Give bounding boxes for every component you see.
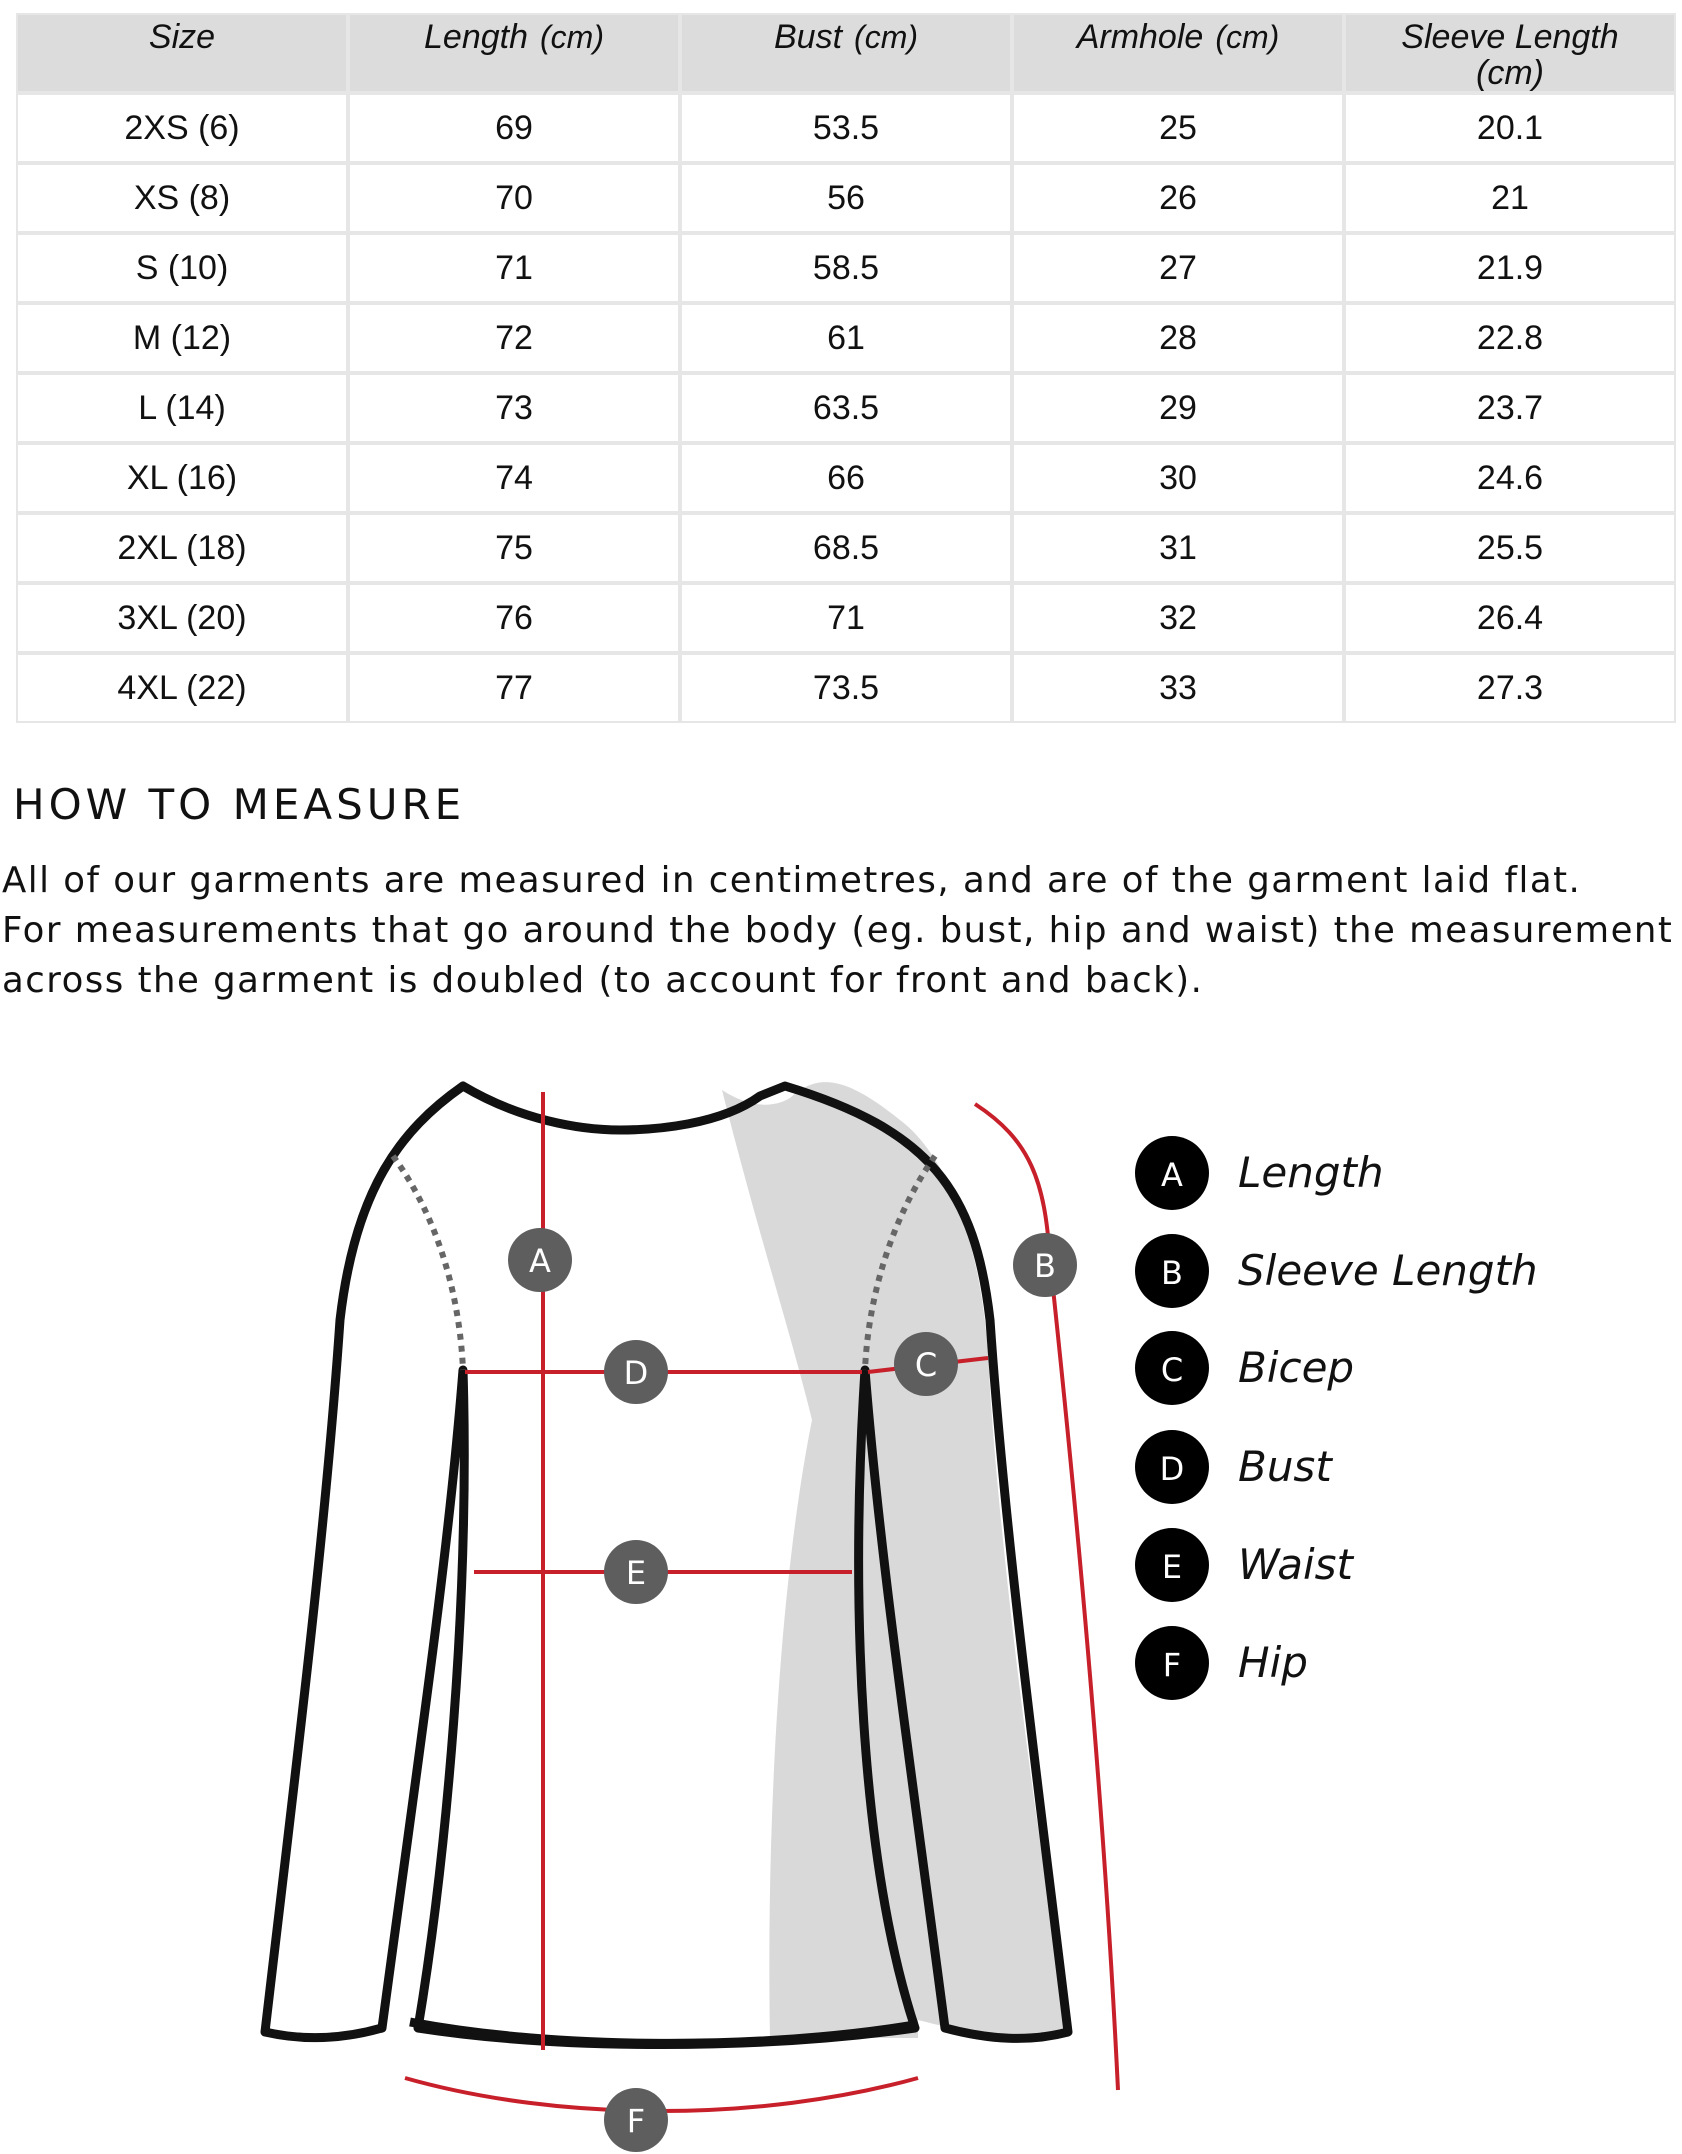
cell-armhole: 25 (1012, 93, 1344, 163)
cell-sleeve-length: 22.8 (1344, 303, 1676, 373)
cell-bust: 61 (680, 303, 1012, 373)
header-label: Armhole (1076, 18, 1204, 56)
cell-size: XL (16) (16, 443, 348, 513)
cell-armhole: 27 (1012, 233, 1344, 303)
table-row (16, 443, 1676, 513)
table-header-row (16, 13, 1676, 93)
cell-armhole: 33 (1012, 653, 1344, 723)
cell-bust: 68.5 (680, 513, 1012, 583)
marker-label: E (625, 1554, 647, 1592)
marker-c (894, 1332, 958, 1396)
cell-sleeve-length: 21.9 (1344, 233, 1676, 303)
cell-sleeve-length: 25.5 (1344, 513, 1676, 583)
legend-badge: D (1159, 1450, 1185, 1488)
header-length (348, 13, 680, 93)
cell-bust: 58.5 (680, 233, 1012, 303)
marker-label: D (623, 1354, 649, 1392)
table-row (16, 303, 1676, 373)
header-armhole (1012, 13, 1344, 93)
marker-label: F (626, 2102, 646, 2140)
legend-badge: B (1161, 1254, 1183, 1292)
legend-item-length (1135, 1136, 1384, 1210)
cell-sleeve-length: 26.4 (1344, 583, 1676, 653)
marker-a (508, 1228, 572, 1292)
text-line: All of our garments are measured in centimetres, and are of the garment laid flat. (2, 860, 1582, 901)
legend-label: Sleeve Length (1238, 1246, 1538, 1295)
cell-bust: 66 (680, 443, 1012, 513)
cell-size: 2XS (6) (16, 93, 348, 163)
text-line: across the garment is doubled (to account for front and back). (2, 960, 1204, 1001)
cell-length: 70 (348, 163, 680, 233)
armhole-seam-left (393, 1156, 463, 1370)
cell-bust: 56 (680, 163, 1012, 233)
legend-label: Waist (1238, 1540, 1353, 1589)
marker-label: A (529, 1242, 551, 1280)
marker-e (604, 1540, 668, 1604)
header-label: Size (148, 18, 216, 56)
cell-length: 74 (348, 443, 680, 513)
header-label: Sleeve Length (1401, 18, 1619, 56)
legend-label: Hip (1238, 1638, 1308, 1687)
legend-item-bicep (1135, 1331, 1354, 1405)
cell-armhole: 29 (1012, 373, 1344, 443)
header-sleeve-length (1344, 13, 1676, 93)
header-unit: (cm) (1215, 19, 1280, 55)
how-to-measure-title: HOW TO MEASURE (13, 780, 466, 829)
garment-measurement-diagram (0, 1060, 1682, 2154)
table-body (16, 93, 1676, 723)
cell-size: L (14) (16, 373, 348, 443)
cell-sleeve-length: 21 (1344, 163, 1676, 233)
cell-sleeve-length: 27.3 (1344, 653, 1676, 723)
cell-bust: 63.5 (680, 373, 1012, 443)
cell-length: 75 (348, 513, 680, 583)
marker-label: B (1034, 1247, 1056, 1285)
header-label: Length (424, 18, 529, 56)
legend-item-hip (1135, 1626, 1308, 1700)
table-row (16, 583, 1676, 653)
legend-label: Length (1238, 1148, 1384, 1197)
cell-bust: 73.5 (680, 653, 1012, 723)
header-bust (680, 13, 1012, 93)
marker-d (604, 1340, 668, 1404)
legend (1135, 1136, 1538, 1700)
legend-badge: A (1161, 1156, 1183, 1194)
table-row (16, 373, 1676, 443)
cell-size: S (10) (16, 233, 348, 303)
cell-length: 69 (348, 93, 680, 163)
header-label: Bust (773, 18, 843, 56)
legend-badge: E (1161, 1548, 1183, 1586)
legend-badge: F (1162, 1646, 1182, 1684)
table-row (16, 93, 1676, 163)
cell-sleeve-length: 24.6 (1344, 443, 1676, 513)
cell-armhole: 26 (1012, 163, 1344, 233)
cell-size: 3XL (20) (16, 583, 348, 653)
table-row (16, 233, 1676, 303)
cell-size: XS (8) (16, 163, 348, 233)
cell-armhole: 28 (1012, 303, 1344, 373)
legend-badge: C (1160, 1351, 1184, 1389)
cell-length: 72 (348, 303, 680, 373)
cell-length: 73 (348, 373, 680, 443)
header-size (16, 13, 348, 93)
table-row (16, 163, 1676, 233)
cell-armhole: 31 (1012, 513, 1344, 583)
cell-size: 4XL (22) (16, 653, 348, 723)
table-row (16, 653, 1676, 723)
marker-f (604, 2088, 668, 2152)
size-chart-table (16, 13, 1676, 723)
marker-b (1013, 1233, 1077, 1297)
cell-size: 2XL (18) (16, 513, 348, 583)
cell-armhole: 32 (1012, 583, 1344, 653)
cell-sleeve-length: 23.7 (1344, 373, 1676, 443)
cell-length: 77 (348, 653, 680, 723)
legend-label: Bust (1238, 1442, 1332, 1491)
cell-bust: 71 (680, 583, 1012, 653)
cell-bust: 53.5 (680, 93, 1012, 163)
legend-item-waist (1135, 1528, 1355, 1602)
legend-label: Bicep (1238, 1343, 1355, 1392)
legend-item-bust (1135, 1430, 1333, 1504)
legend-item-sleeve-length (1135, 1234, 1538, 1308)
header-unit: (cm) (1476, 54, 1544, 92)
header-unit: (cm) (854, 19, 918, 55)
cell-size: M (12) (16, 303, 348, 373)
how-to-measure-text (2, 856, 1682, 1006)
cell-length: 71 (348, 233, 680, 303)
header-unit: (cm) (540, 19, 604, 55)
cell-sleeve-length: 20.1 (1344, 93, 1676, 163)
marker-label: C (914, 1346, 938, 1384)
table-row (16, 513, 1676, 583)
cell-armhole: 30 (1012, 443, 1344, 513)
cell-length: 76 (348, 583, 680, 653)
text-line: For measurements that go around the body (eg. bust, hip and waist) the measurement (2, 910, 1674, 951)
